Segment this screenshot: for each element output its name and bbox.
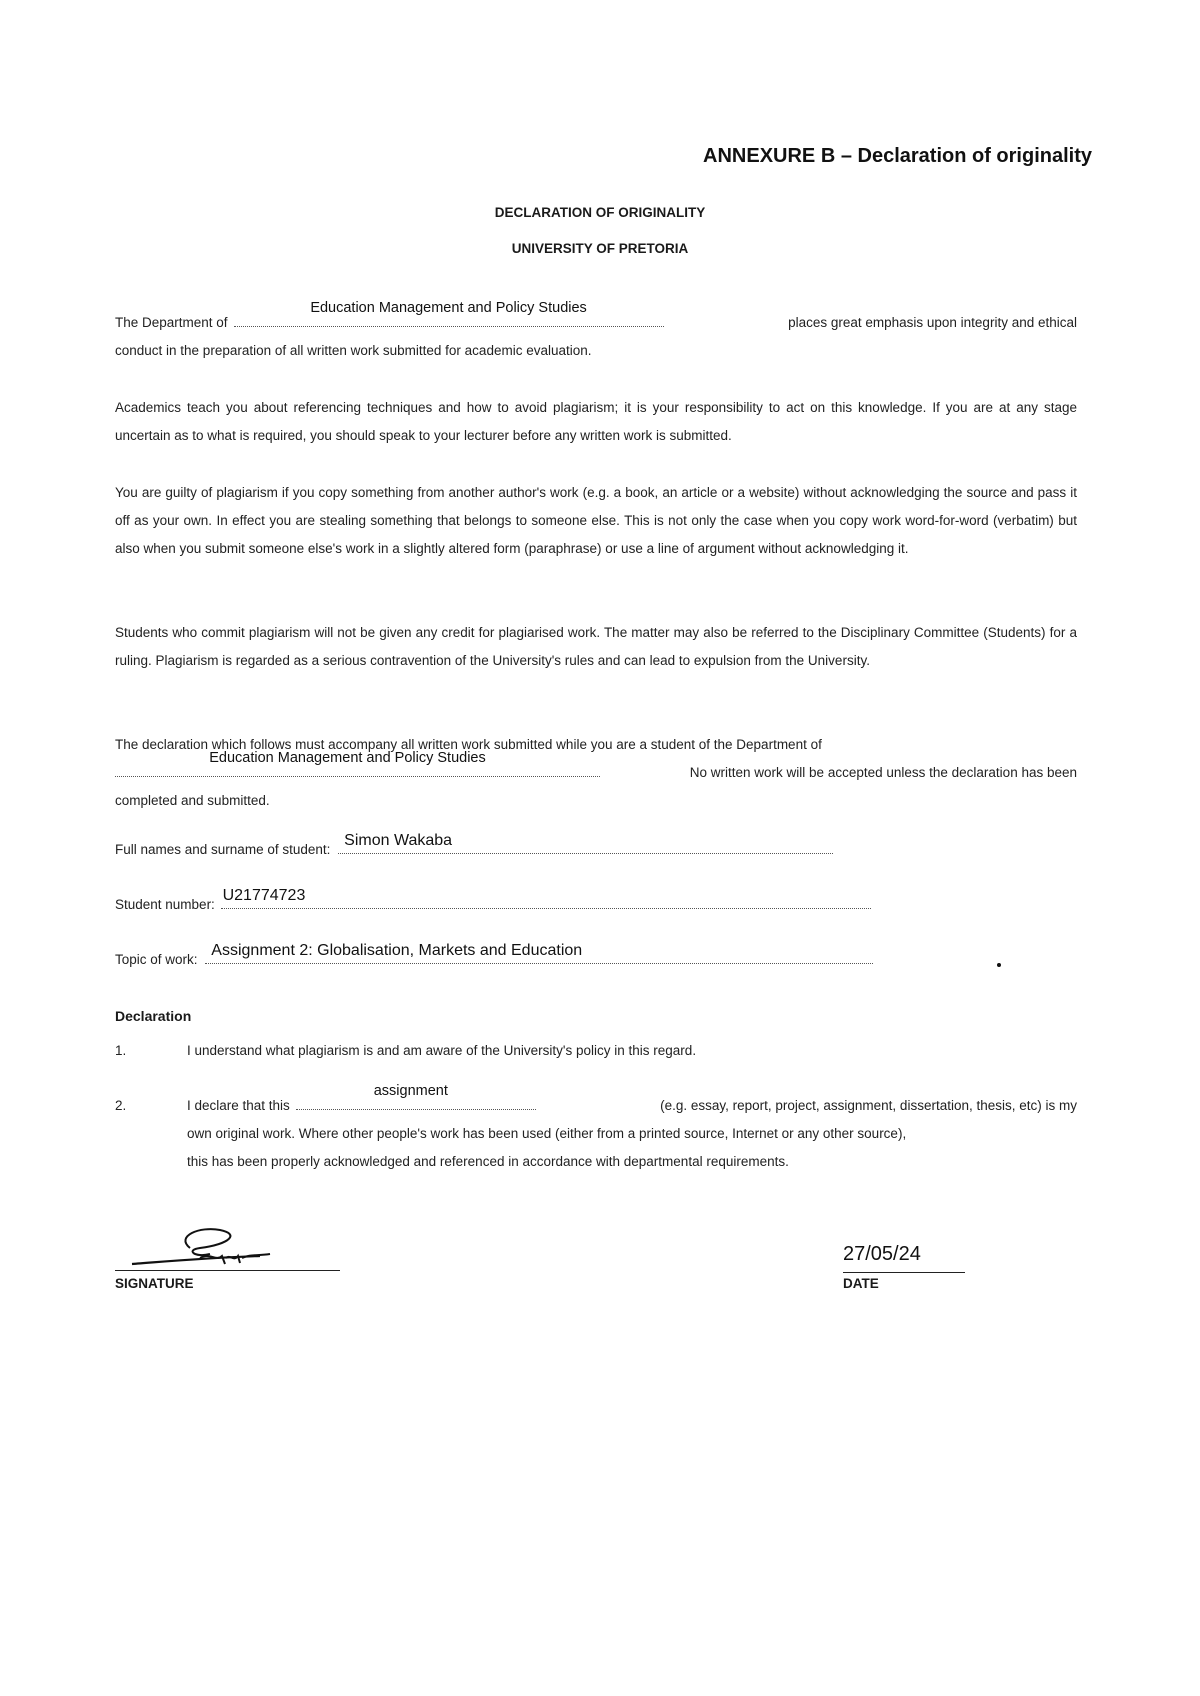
- student-number-field[interactable]: [221, 887, 871, 909]
- stray-dot: [997, 963, 1001, 967]
- date-label: DATE: [843, 1276, 879, 1291]
- document-heading: DECLARATION OF ORIGINALITY: [494, 205, 706, 220]
- item-2-line3: this has been properly acknowledged and referenced in accordance with departmental requirements.: [187, 1154, 789, 1169]
- department-value-2: Education Management and Policy Studies: [209, 750, 486, 766]
- student-number-row: [115, 887, 871, 912]
- intro-suffix: places great emphasis upon integrity and ethical: [788, 315, 1077, 330]
- topic-label: Topic of work:: [115, 952, 198, 967]
- declaration-follows-suffix: No written work will be accepted unless the declaration has been: [689, 765, 1077, 780]
- university-name: UNIVERSITY OF PRETORIA: [511, 241, 689, 256]
- work-type-value: assignment: [373, 1083, 448, 1099]
- intro-paragraph: [115, 300, 1077, 365]
- student-name-label: Full names and surname of student:: [115, 842, 331, 857]
- work-type-field[interactable]: [296, 1083, 536, 1110]
- intro-prefix: The Department of: [115, 315, 228, 330]
- signature-line: [115, 1270, 340, 1271]
- annex-title: ANNEXURE B – Declaration of originality: [703, 145, 1092, 167]
- declaration-item-2: [115, 1083, 1077, 1176]
- declaration-heading: Declaration: [115, 1008, 192, 1024]
- department-field-2: [115, 750, 600, 777]
- students-paragraph: Students who commit plagiarism will not be given any credit for plagiarised work. The matter may also be referred to the Disciplinary Committee (Students) for a ruling. Plagiarism is regarded as a serious contravention of the University's rules and can lead to expulsion from the University.: [115, 625, 1077, 668]
- date-line: [843, 1272, 965, 1273]
- item-2-line2: own original work. Where other people's work has been used (either from a printed source, Internet or any other source),: [187, 1126, 907, 1141]
- item-1-number: 1.: [115, 1043, 127, 1058]
- student-name-row: [115, 832, 833, 857]
- signature-image: [130, 1218, 290, 1278]
- signature-label: SIGNATURE: [115, 1276, 194, 1291]
- declaration-follows-line1: The declaration which follows must accompany all written work submitted while you are a student of the Department of: [115, 737, 822, 752]
- academics-paragraph: Academics teach you about referencing techniques and how to avoid plagiarism; it is your responsibility to act on this knowledge. If you are at any stage uncertain as to what is required, you should speak to your lecturer before any written work is submitted.: [115, 400, 1077, 443]
- topic-row: [115, 942, 873, 967]
- department-value: Education Management and Policy Studies: [310, 300, 587, 316]
- plagiarism-paragraph: You are guilty of plagiarism if you copy something from another author's work (e.g. a book, an article or a website) without acknowledging the source and pass it off as your own. In effect you are stealing something that belongs to someone else. This is not only the case when you copy work word-for-word (verbatim) but also when you submit someone else's work in a slightly altered form (paraphrase) or use a line of argument without acknowledging it.: [115, 485, 1077, 556]
- student-name-value: Simon Wakaba: [344, 832, 453, 849]
- department-field: [234, 300, 664, 327]
- student-number-label: Student number:: [115, 897, 215, 912]
- item-2-prefix: I declare that this: [187, 1098, 290, 1113]
- student-number-value: U21774723: [222, 887, 306, 904]
- declaration-item-1: [115, 1037, 1077, 1065]
- topic-value: Assignment 2: Globalisation, Markets and Education: [211, 942, 583, 959]
- date-value: 27/05/24: [843, 1243, 921, 1265]
- topic-field[interactable]: [205, 942, 873, 964]
- item-2-number: 2.: [115, 1098, 127, 1113]
- intro-line2: conduct in the preparation of all written work submitted for academic evaluation.: [115, 343, 592, 358]
- declaration-follows-paragraph: [115, 731, 1077, 815]
- item-1-text: I understand what plagiarism is and am aware of the University's policy in this regard.: [187, 1043, 697, 1058]
- declaration-follows-line3: completed and submitted.: [115, 793, 270, 808]
- item-2-suffix: (e.g. essay, report, project, assignment, dissertation, thesis, etc) is my: [660, 1098, 1077, 1113]
- student-name-field[interactable]: [338, 832, 833, 854]
